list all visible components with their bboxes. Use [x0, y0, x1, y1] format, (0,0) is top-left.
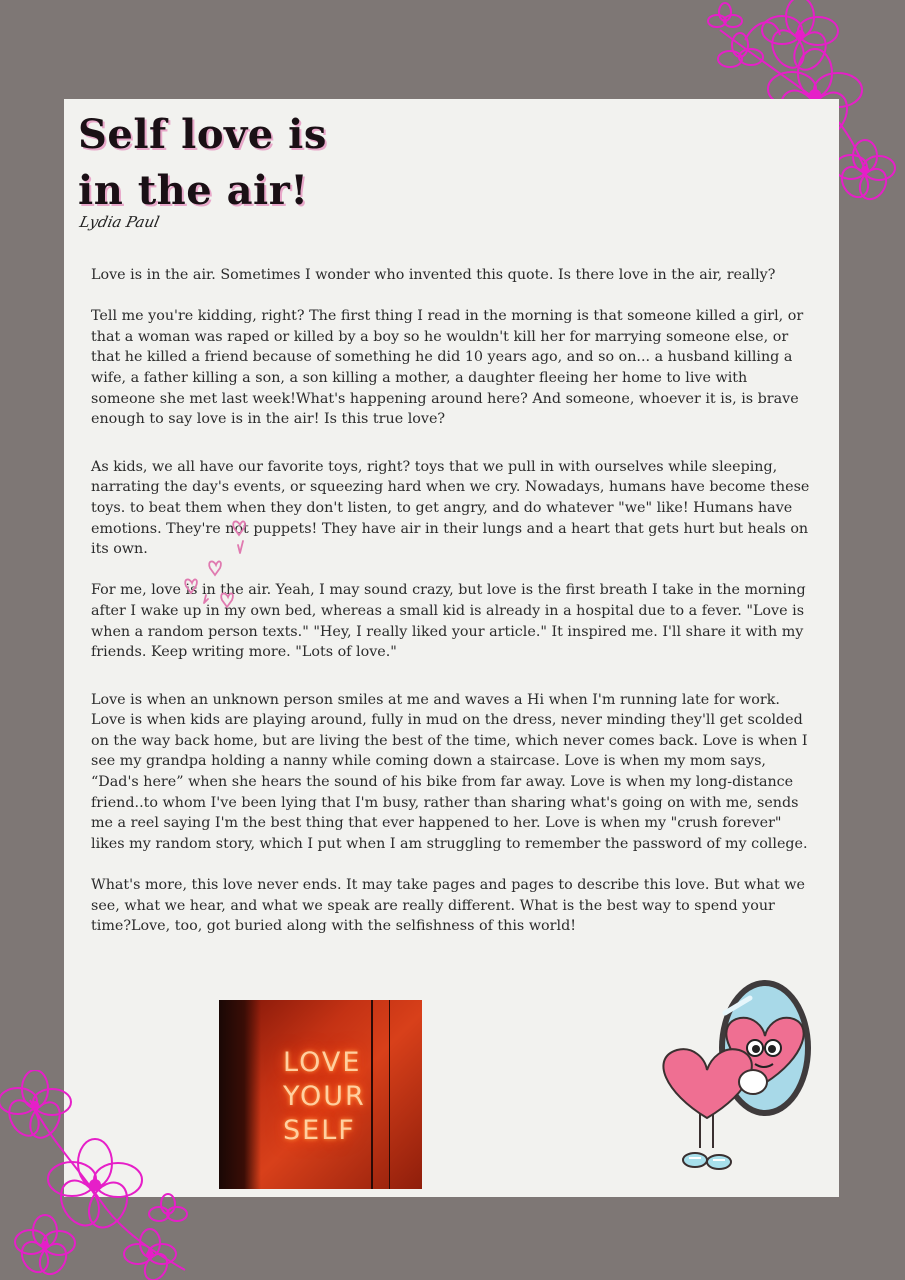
flower-decoration-bottom-icon: [0, 1070, 205, 1280]
neon-sign: [283, 1046, 373, 1148]
paragraph-4: For me, love is in the air. Yeah, I may sound crazy, but love is the first breath I take in the morning after I wake up in my own bed, whereas a small kid is already in a hospital due to a fever. "Love is when a random person texts." "Hey, I really liked your article." It inspired me. I'll share it with my friends. Keep writing more. "Lots of love.": [91, 582, 806, 661]
paragraph-6: What's more, this love never ends. It may take pages and pages to describe this love. But what we see, what we hear, and what we speak are really different. What is the best way to spend your time?Love, too, got buried along with the selfishness of this world!: [91, 877, 805, 935]
title-line-1: Self love is: [78, 111, 327, 158]
photo-cable: [389, 1000, 390, 1189]
doodle-hearts-icon: [182, 515, 254, 620]
paragraph-5: Love is when an unknown person smiles at me and waves a Hi when I'm running late for work. Love is when kids are playing around, fully in mud on the dress, never minding they'll get scolded on the way back home, but are living the best of the time, which never comes back. Love is when I see my grandpa holding a nanny while coming down a staircase. Love is when my mom says, “Dad's here” when she hears the sound of his bike from far away. Love is when my long-distance friend..to whom I've been lying that I'm busy, rather than sharing what's going on with me, sends me a reel saying I'm the best thing that ever happened to her. Love is when my "crush forever" likes my random story, which I put when I am struggling to remember the password of my college.: [91, 691, 808, 852]
neon-line-3: SELF: [283, 1115, 356, 1146]
neon-line-1: LOVE: [283, 1047, 362, 1078]
neon-line-2: YOUR: [283, 1081, 366, 1112]
title-line-2: in the air!: [78, 167, 309, 214]
photo-shadow: [219, 1000, 261, 1189]
paragraph-3: As kids, we all have our favorite toys, right? toys that we pull in with ourselves while sleeping, narrating the day's events, or squeezing hard when we cry. Nowadays, humans have become these toys. to beat them when they don't listen, to get angry, and do whatever "we" like! Humans have emotions. They're not puppets! They have air in their lungs and a heart that gets hurt but heals on its own.: [91, 458, 810, 558]
article-title: [78, 107, 327, 219]
author-signature: Lydia Paul: [78, 213, 162, 231]
love-yourself-neon-photo: [219, 1000, 422, 1189]
paragraph-1: Love is in the air. Sometimes I wonder who invented this quote. Is there love in the air, really?: [91, 267, 776, 283]
paragraph-2: Tell me you're kidding, right? The first thing I read in the morning is that someone killed a girl, or that a woman was raped or killed by a boy so he wouldn't kill her for marrying someone else, or that he killed a friend because of something he did 10 years ago, and so on... a husband killing a wife, a father killing a son, a son killing a mother, a daughter fleeing her home to live with someone she met last week!What's happening around here? And someone, whoever it is, is brave enough to say love is in the air! Is this true love?: [91, 308, 804, 428]
heart-character-mirror-icon: [655, 978, 815, 1178]
